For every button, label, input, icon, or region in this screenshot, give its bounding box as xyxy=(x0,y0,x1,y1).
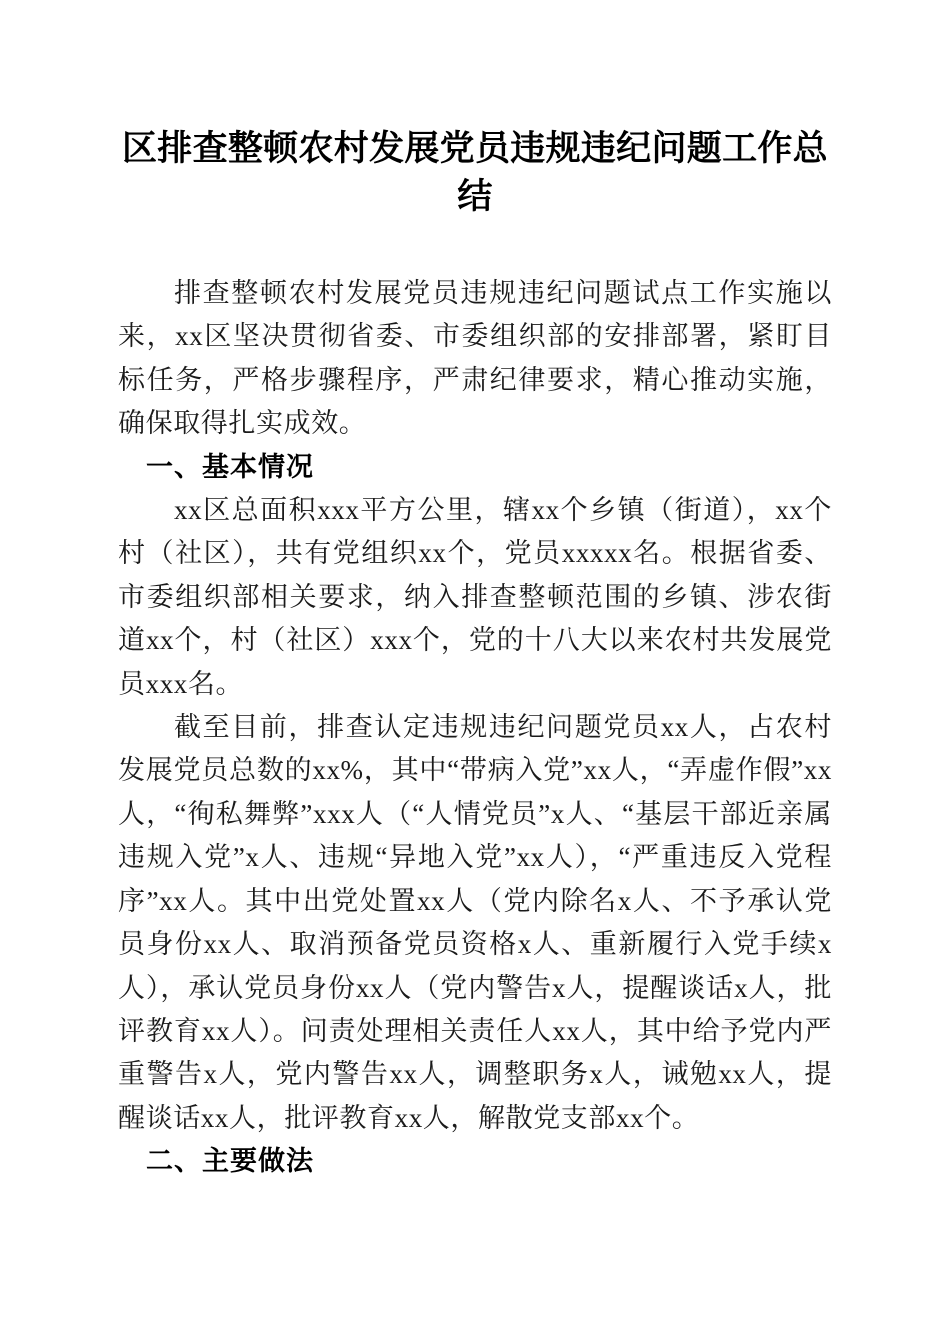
intro-paragraph: 排查整顿农村发展党员违规违纪问题试点工作实施以来，xx区坚决贯彻省委、市委组织部的安排部署，紧盯目标任务，严格步骤程序，严肃纪律要求，精心推动实施，确保取得扎实成效。 xyxy=(118,278,832,439)
section-heading-2: 二、主要做法 xyxy=(146,1146,314,1177)
section-heading-1: 一、基本情况 xyxy=(146,451,314,482)
basic-situation-paragraph: xx区总面积xxx平方公里，辖xx个乡镇（街道），xx个村（社区），共有党组织xx个，党员xxxxx名。根据省委、市委组织部相关要求，纳入排查整顿范围的乡镇、涉农街道xx个，村（社区）xxx个，党的十八大以来农村共发展党员xxx名。 xyxy=(118,495,832,699)
page-title: 区排查整顿农村发展党员违规违纪问题工作总结 xyxy=(121,129,828,216)
statistics-paragraph: 截至目前，排查认定违规违纪问题党员xx人，占农村发展党员总数的xx%，其中“带病入党”xx人，“弄虚作假”xx人，“徇私舞弊”xxx人（“人情党员”x人、“基层干部近亲属违规入党”x人、违规“异地入党”xx人），“严重违反入党程序”xx人。其中出党处置xx人（党内除名x人、不予承认党员身份xx人、取消预备党员资格x人、重新履行入党手续x人），承认党员身份xx人（党内警告x人，提醒谈话x人，批评教育xx人）。问责处理相关责任人xx人，其中给予党内严重警告x人，党内警告xx人，调整职务x人，诫勉xx人，提醒谈话xx人，批评教育xx人，解散党支部xx个。 xyxy=(118,712,832,1133)
document-body xyxy=(118,272,832,1184)
